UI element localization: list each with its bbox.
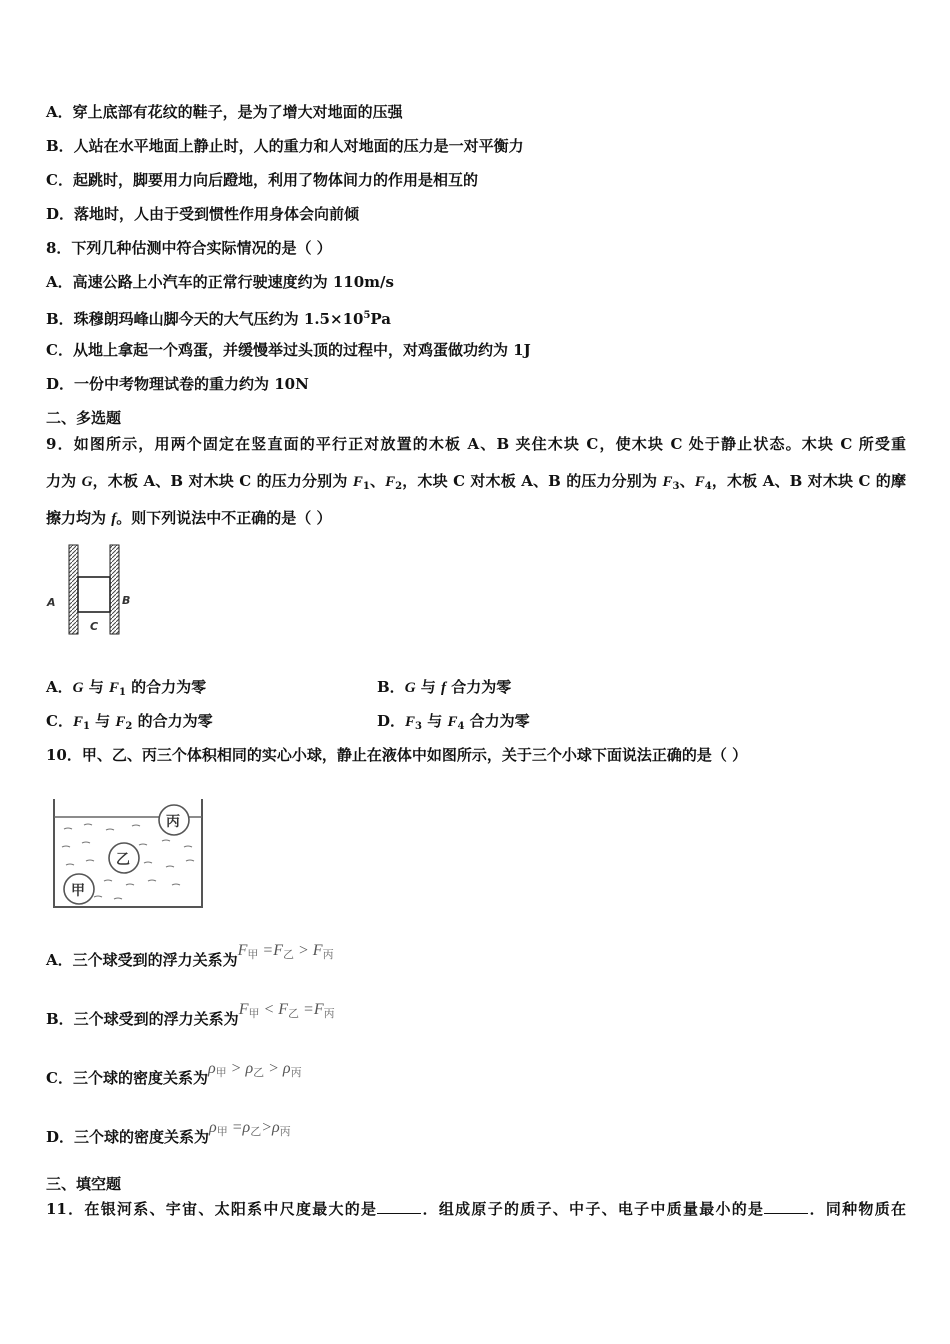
q8-option-b: B．珠穆朗玛峰山脚今天的大气压约为 $1.5\times 10^5Pa$ [46,310,392,328]
label-a: A [47,596,56,609]
label-yi: 乙 [116,852,130,868]
q7-option-b: B．人站在水平地面上静止时，人的重力和人对地面的压力是一对平衡力 [46,137,524,155]
q9-stem-line1: 9．如图所示，用两个固定在竖直面的平行正对放置的木板 A、B 夹住木块 C，使木块 C 处于静止状态。木块 C 所受重 [46,435,906,453]
q9-option-b: B．G 与 f 合力为零 [377,678,512,696]
answer-blank-2[interactable] [764,1199,808,1214]
label-b: B [122,594,131,607]
formula-c: $\rho_甲 > \rho_乙 > \rho_丙$ [207,1060,302,1079]
q9-board-block-figure [44,542,144,640]
formula-b: $F_甲 < F_乙 =F_丙$ [238,1001,335,1020]
q9-stem-line3: 擦力均为 f。则下列说法中不正确的是（ ） [46,509,332,527]
q7-option-a: A．穿上底部有花纹的鞋子，是为了增大对地面的压强 [46,103,403,121]
board-b [110,545,119,634]
q10-stem: 10．甲、乙、丙三个体积相同的实心小球，静止在液体中如图所示，关于三个小球下面说法正确的是（ ） [46,746,748,764]
q11-stem: 11．在银河系、宇宙、太阳系中尺度最大的是 ．组成原子的质子、中子、电子中质量最小的是 ．同种物质在 [46,1200,906,1218]
q9-stem-line2: 力为 G，木板 A、B 对木块 C 的压力分别为 $F_1$、$F_2$，木块 C 对木板 A、B 的压力分别为 $F_3$、$F_4$，木板 A、B 对木块 C 的摩 [46,472,906,492]
q10-liquid-container-figure [44,795,212,913]
q10-option-b: B．三个球受到的浮力关系为$F_甲 < F_乙 =F_丙$ [46,1001,335,1028]
board-a [69,545,78,634]
section-fill-blank-heading: 三、填空题 [46,1175,122,1193]
answer-blank-1[interactable] [377,1199,421,1214]
q10-option-c: C．三个球的密度关系为$\rho_甲 > \rho_乙 > \rho_丙$ [46,1060,302,1087]
section-multi-choice-heading: 二、多选题 [46,409,122,427]
label-jia: 甲 [71,883,85,899]
q9-option-a: A．G 与 $F_1$ 的合力为零 [46,678,207,698]
q8-option-d: D．一份中考物理试卷的重力约为 10N [46,375,309,393]
block-c [78,577,110,612]
q8-stem: 8．下列几种估测中符合实际情况的是（ ） [46,239,332,257]
q10-option-a: A．三个球受到的浮力关系为$F_甲 =F_乙 > F_丙$ [46,942,334,969]
q9-option-c: C．$F_1$ 与 $F_2$ 的合力为零 [46,712,213,732]
label-c: C [90,620,99,633]
q8-option-c: C．从地上拿起一个鸡蛋，并缓慢举过头顶的过程中，对鸡蛋做功约为 1J [46,341,531,359]
label-bing: 丙 [166,814,180,830]
q7-option-c: C．起跳时，脚要用力向后蹬地，利用了物体间力的作用是相互的 [46,171,478,189]
formula-a: $F_甲 =F_乙 > F_丙$ [237,942,334,961]
q10-option-d: D．三个球的密度关系为$\rho_甲 =\rho_乙>\rho_丙$ [46,1119,291,1146]
q8-option-a: A．高速公路上小汽车的正常行驶速度约为 110m/s [46,273,394,291]
q9-option-d: D．$F_3$ 与 $F_4$ 合力为零 [377,712,530,732]
q7-option-d: D．落地时，人由于受到惯性作用身体会向前倾 [46,205,360,223]
formula-d: $\rho_甲 =\rho_乙>\rho_丙$ [209,1119,291,1138]
